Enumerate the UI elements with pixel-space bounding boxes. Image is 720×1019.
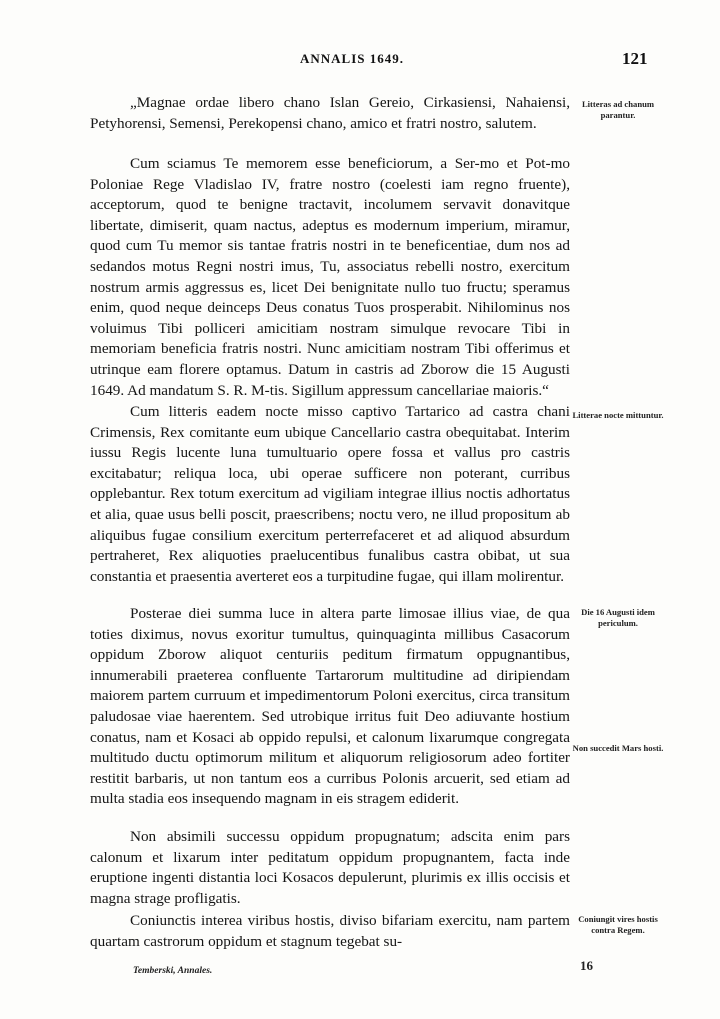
- paragraph-night: [90, 402, 570, 587]
- margin-note: Litterae nocte mittuntur.: [572, 410, 664, 420]
- paragraph-letter-address: [90, 93, 570, 134]
- paragraph-text: Posterae diei summa luce in altera parte limosae illius viae, de qua toties diximus, novus exoritur tumultus, quinquaginta millibus Casacorum oppidum Zborow aliquot centuriis peditum firmatum oppugnantibus, innumerabili praeterea confluente Tartarorum multitudine ad diripiendam maiorem partem curruum et impedimentorum Poloni exercitus, circa transitum paludosae viae haerentem. Sed utrobique irritus fuit Deo adiuvante hostium conatus, nam et Kosaci ab oppido repulsi, et calonum lixarumque congregata multitudo ductu optimorum militum et aliquorum religiosorum adeo fortiter restitit barbaris, ut non tantum eos a curribus Polonis arcuerit, sed etiam ad multa stadia eos insequendo magnam in eis stragem ediderit.: [90, 605, 570, 808]
- paragraph-text: Coniunctis interea viribus hostis, diviso bifariam exercitu, nam partem quartam castrorum oppidum et stagnum tegebat su-: [90, 912, 570, 950]
- paragraph-text: „Magnae ordae libero chano Islan Gereio, Cirkasiensi, Nahaiensi, Petyhorensi, Semensi, Perekopensi chano, amico et fratri nostro, salutem.: [90, 94, 570, 132]
- paragraph-town-defense: [90, 827, 570, 909]
- paragraph-next-day: [90, 604, 570, 810]
- margin-note: Coniungit vires hostis contra Regem.: [578, 914, 658, 935]
- paragraph-text: Cum sciamus Te memorem esse beneficiorum, a Ser-mo et Pot-mo Poloniae Rege Vladislao IV, fratre nostro (coelesti iam regno fruente), acceptorum, quod te benigne tractavit, incolumem servavit donavitque libertate, dimiserit, quam nactus, adeptus es modernum imperium, miramur, quod cum Tu memor sis tantae fratris nostri in te beneficentiae, dum nos ad sedandos motus Regni nostri imus, Tu, associatus rebelli nostro, exercitum nostrum armis aggressus es, licet Dei benignitate nullo tuo fructu; speramus enim, quod neque deinceps Deus conatus Tuos prosperabit. Nihilominus nos voluimus Tibi polliceri amicitiam nostram simulque revocare Tibi in memoriam beneficia fratris nostri. Nunc amicitiam nostram Tibi offerimus et utrinque eam florere optamus. Datum in castris ad Zborow die 15 Augusti 1649. Ad mandatum S. R. M-tis. Sigillum appressum cancellariae maioris.“: [90, 155, 570, 399]
- paragraph-text: Cum litteris eadem nocte misso captivo Tartarico ad castra chani Crimensis, Rex comitante eum ubique Cancellario castra obequitabat. Interim iussu Regis lucente luna tumultuario opere fossa et vallus pro castris excitabatur; reliqua loca, ubi operae sufficere non poterant, curribus opplebantur. Rex totum exercitum ad vigiliam integrae illius noctis adhortatus et alia, quae usus belli poscit, praescribens; noctu vero, ne illud propositum ab aliquibus fugae consilium exercitum perterrefaceret et ad aliquod absurdum pertraheret, Rex aliquoties praelucentibus funalibus castra obibat, ut sua constantia et praesentia averteret eos a turpitudine fugae, qui illam molirentur.: [90, 403, 570, 585]
- signature-mark: 16: [580, 958, 593, 973]
- page-number: 121: [622, 49, 648, 68]
- footer-author-line: Temberski, Annales.: [133, 966, 213, 976]
- margin-note: Litteras ad chanum parantur.: [581, 99, 655, 120]
- paragraph-united-forces: [90, 911, 570, 952]
- running-title: ANNALIS 1649.: [300, 51, 405, 66]
- paragraph-text: Non absimili successu oppidum propugnatum; adscita enim pars calonum et lixarum inter peditatum oppidum propugnantem, facta inde eruptione ingenti distantia loci Kosacos depulerunt, plurimis ex illis occisis et magna strage profligatis.: [90, 828, 570, 907]
- paragraph-letter-body: [90, 154, 570, 401]
- page-header: [0, 49, 720, 71]
- margin-note: Non succedit Mars hosti.: [572, 743, 664, 753]
- margin-note: Die 16 Augusti idem periculum.: [581, 607, 655, 628]
